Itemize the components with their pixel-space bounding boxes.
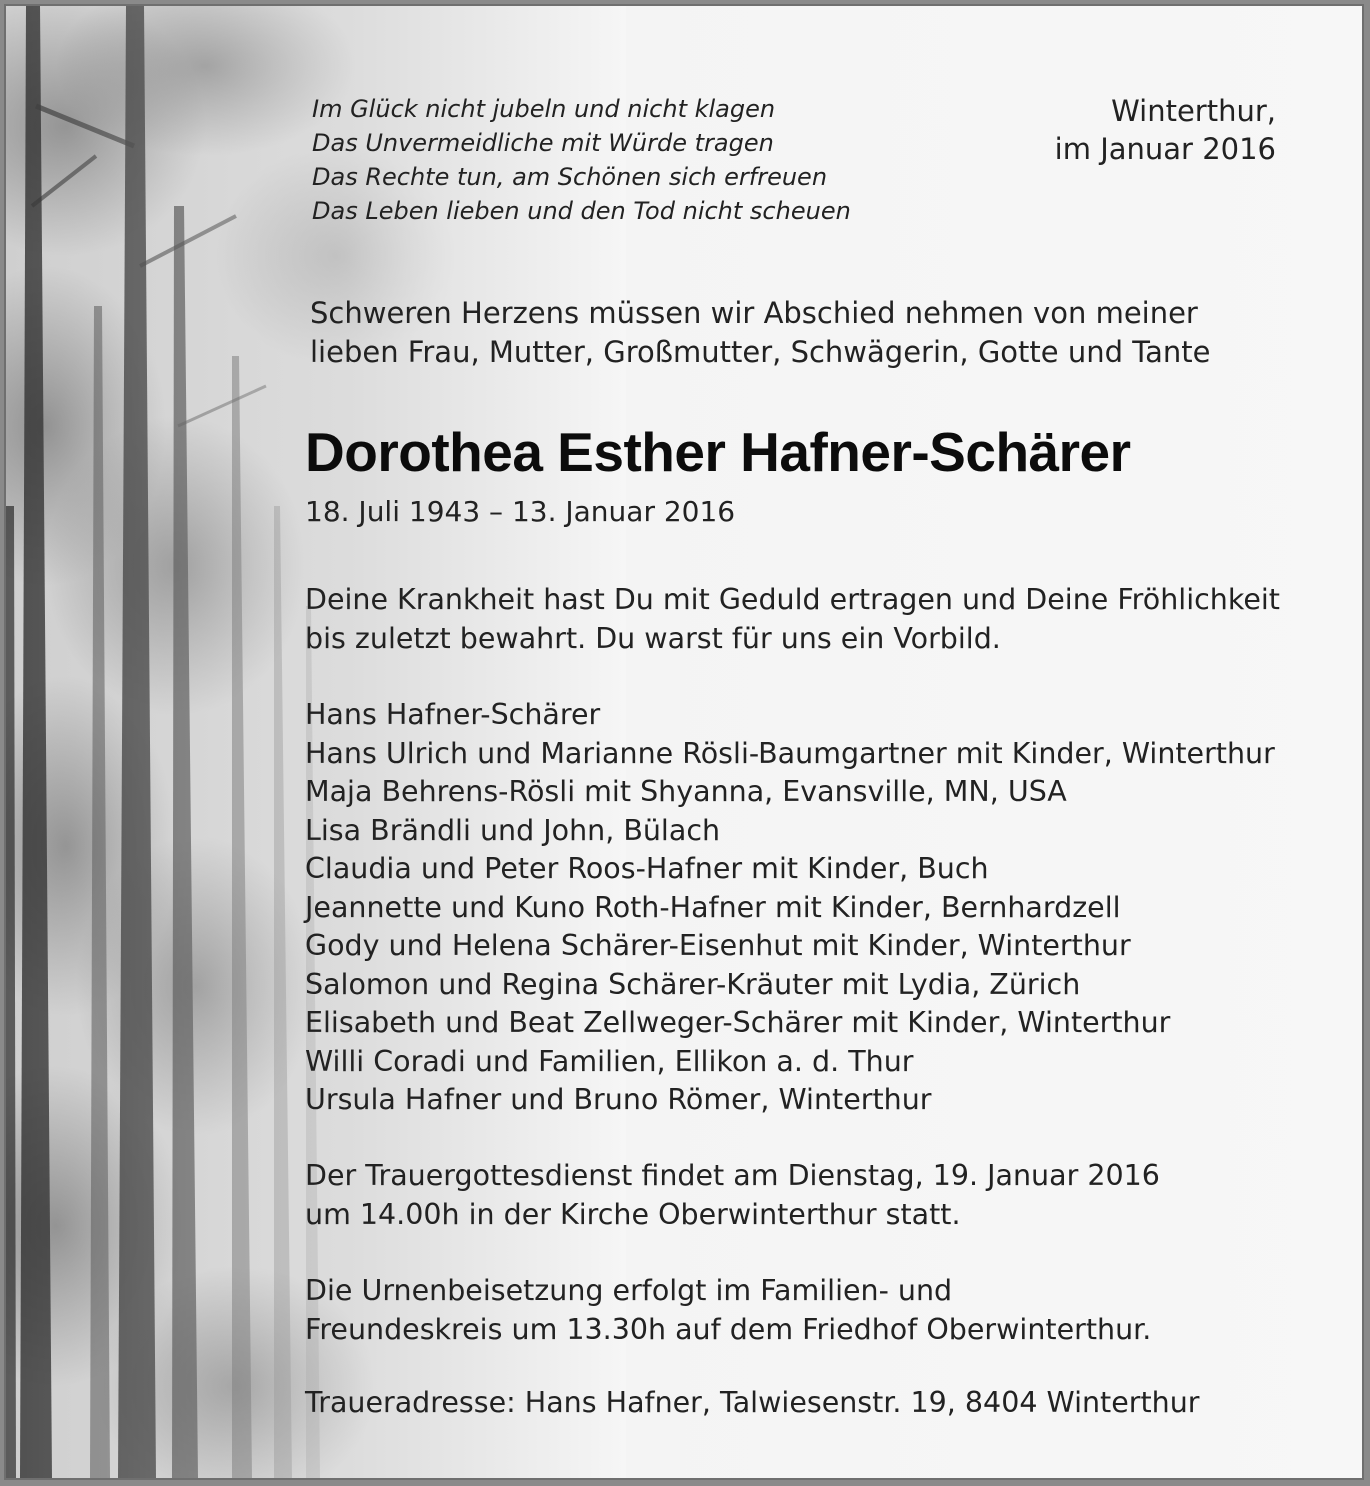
mourners-list	[305, 696, 1275, 1120]
mourner-entry: Hans Ulrich und Marianne Rösli-Baumgartner mit Kinder, Winterthur	[305, 736, 1275, 770]
deceased-name: Dorothea Esther Hafner-Schärer	[305, 421, 1131, 483]
intro-line: lieben Frau, Mutter, Großmutter, Schwägerin, Gotte und Tante	[310, 335, 1211, 369]
poem-line: Das Unvermeidliche mit Würde tragen	[312, 129, 774, 157]
burial-line: Freundeskreis um 13.30h auf dem Friedhof Oberwinterthur.	[305, 1312, 1152, 1346]
mourner-entry: Lisa Brändli und John, Bülach	[305, 813, 721, 847]
mourner-entry: Gody und Helena Schärer-Eisenhut mit Kinder, Winterthur	[305, 929, 1131, 962]
burial-info	[305, 1272, 1151, 1349]
poem-line: Im Glück nicht jubeln und nicht klagen	[312, 95, 776, 123]
tribute-line: bis zuletzt bewahrt. Du warst für uns ein Vorbild.	[305, 621, 1001, 655]
mourner-entry: Willi Coradi und Familien, Ellikon a. d. Thur	[305, 1044, 914, 1078]
intro-text	[310, 294, 1211, 372]
tribute-line: Deine Krankheit hast Du mit Geduld ertragen und Deine Fröhlichkeit	[305, 583, 1280, 616]
mourning-address	[305, 1384, 1200, 1423]
place: Winterthur,	[1111, 94, 1276, 128]
mourner-entry: Elisabeth und Beat Zellweger-Schärer mit Kinder, Winterthur	[305, 1006, 1171, 1039]
mourner-entry: Maja Behrens-Rösli mit Shyanna, Evansville, MN, USA	[305, 775, 1067, 808]
tribute-text	[305, 581, 1280, 658]
service-line: Der Trauergottesdienst findet am Dienstag, 19. Januar 2016	[305, 1159, 1160, 1192]
poem-line: Das Leben lieben und den Tod nicht scheuen	[312, 197, 851, 225]
burial-line: Die Urnenbeisetzung erfolgt im Familien- und	[305, 1274, 953, 1307]
obituary-card	[6, 6, 1362, 1478]
mourner-entry: Salomon und Regina Schärer-Kräuter mit Lydia, Zürich	[305, 967, 1081, 1001]
mourner-entry: Jeannette und Kuno Roth-Hafner mit Kinder, Bernhardzell	[305, 890, 1121, 924]
date: im Januar 2016	[1054, 132, 1276, 166]
poem	[312, 92, 851, 228]
address-line: Traueradresse: Hans Hafner, Talwiesenstr. 19, 8404 Winterthur	[305, 1386, 1200, 1419]
place-date	[1055, 92, 1276, 168]
mourner-entry: Ursula Hafner und Bruno Römer, Winterthur	[305, 1083, 932, 1116]
life-dates: 18. Juli 1943 – 13. Januar 2016	[305, 495, 736, 528]
service-info	[305, 1157, 1160, 1234]
service-line: um 14.00h in der Kirche Oberwinterthur statt.	[305, 1197, 961, 1231]
poem-line: Das Rechte tun, am Schönen sich erfreuen	[312, 163, 828, 191]
mourner-entry: Claudia und Peter Roos-Hafner mit Kinder, Buch	[305, 852, 989, 885]
mourner-entry: Hans Hafner-Schärer	[305, 698, 601, 731]
intro-line: Schweren Herzens müssen wir Abschied nehmen von meiner	[310, 296, 1198, 330]
